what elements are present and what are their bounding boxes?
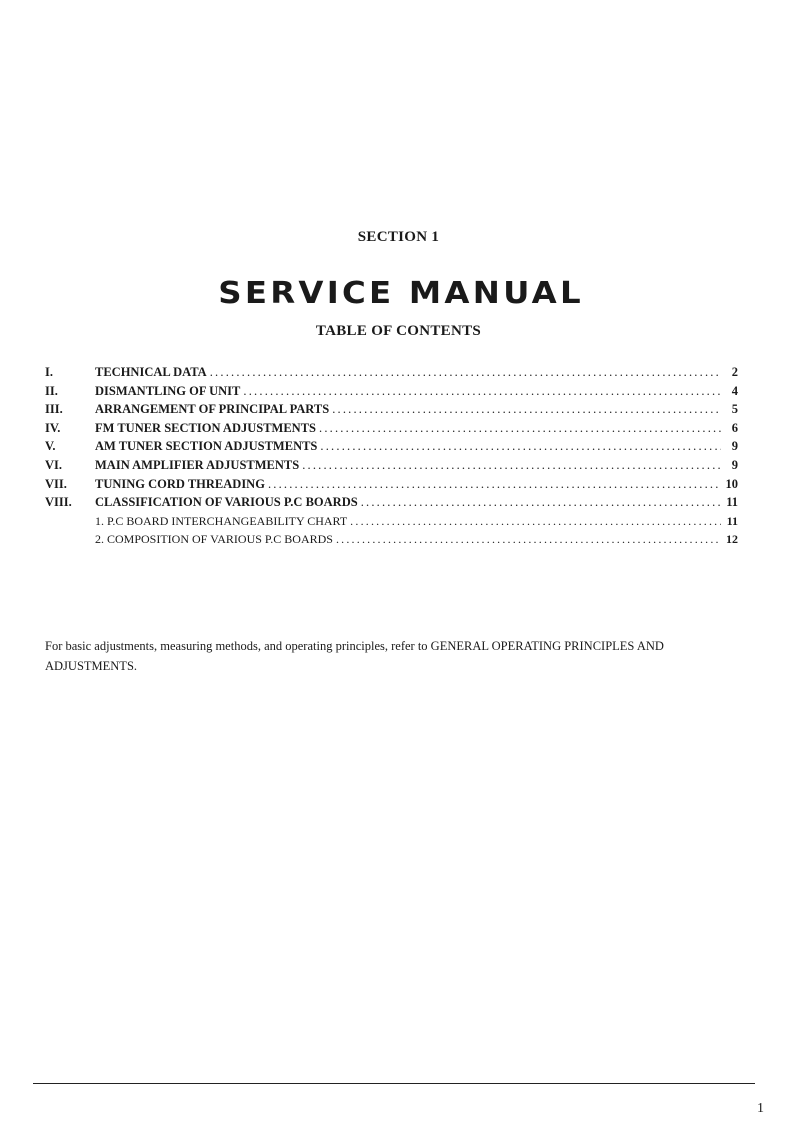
- toc-entry-number: VIII.: [45, 495, 72, 510]
- toc-entry-number: I.: [45, 365, 53, 379]
- dot-leader: [361, 495, 721, 510]
- section-label: SECTION 1: [357, 229, 440, 245]
- toc-entry-number: II.: [45, 383, 58, 398]
- dot-leader: [210, 365, 721, 380]
- page-number: 1: [757, 1101, 764, 1116]
- toc-entry-page: 5: [731, 402, 738, 417]
- toc-entry-title: AM TUNER SECTION ADJUSTMENTS: [95, 439, 318, 454]
- toc-entry[interactable]: [45, 458, 738, 477]
- toc-entry[interactable]: [45, 402, 738, 421]
- toc-entry-page: 6: [731, 420, 738, 435]
- toc-entry-title: MAIN AMPLIFIER ADJUSTMENTS: [95, 457, 300, 472]
- toc-entry-number: VI.: [45, 457, 63, 472]
- dot-leader: [350, 514, 721, 529]
- toc-entry-number: III.: [45, 402, 63, 417]
- table-of-contents: [45, 365, 738, 551]
- toc-entry-page: 2: [731, 365, 738, 379]
- toc-entry-page: 9: [731, 457, 738, 472]
- toc-entry[interactable]: [45, 477, 738, 496]
- toc-heading: TABLE OF CONTENTS: [315, 323, 482, 339]
- toc-entry-title: TECHNICAL DATA: [95, 365, 207, 379]
- toc-entry[interactable]: [45, 495, 738, 514]
- toc-sub-entry[interactable]: [45, 514, 738, 533]
- toc-sub-entry-page: 11: [726, 513, 738, 528]
- footer-divider: [33, 1083, 755, 1084]
- toc-entry[interactable]: [45, 421, 738, 440]
- toc-entry-title: ARRANGEMENT OF PRINCIPAL PARTS: [95, 402, 330, 417]
- toc-entry-title: FM TUNER SECTION ADJUSTMENTS: [95, 420, 316, 435]
- toc-sub-entry-title: 1. P.C BOARD INTERCHANGEABILITY CHART: [95, 513, 348, 528]
- toc-entry[interactable]: [45, 365, 738, 384]
- dot-leader: [319, 421, 721, 436]
- toc-entry[interactable]: [45, 384, 738, 403]
- toc-entry-title: CLASSIFICATION OF VARIOUS P.C BOARDS: [95, 495, 358, 510]
- dot-leader: [268, 477, 721, 492]
- dot-leader: [243, 384, 721, 399]
- toc-entry-title: DISMANTLING OF UNIT: [95, 383, 241, 398]
- toc-entry-page: 11: [726, 495, 738, 510]
- page-title: SERVICE MANUAL: [218, 276, 584, 311]
- dot-leader: [336, 532, 721, 547]
- reference-note: For basic adjustments, measuring methods, and operating principles, refer to GENERAL OPERATING PRINCIPLES AND ADJUSTMENTS.: [45, 639, 664, 673]
- toc-sub-entry[interactable]: [45, 532, 738, 551]
- dot-leader: [332, 402, 721, 417]
- toc-entry-title: TUNING CORD THREADING: [95, 476, 265, 491]
- toc-entry[interactable]: [45, 439, 738, 458]
- dot-leader: [320, 439, 721, 454]
- dot-leader: [302, 458, 721, 473]
- toc-entry-page: 9: [731, 439, 738, 454]
- toc-entry-number: V.: [45, 439, 56, 454]
- toc-sub-entry-page: 12: [726, 532, 738, 547]
- toc-entry-number: IV.: [45, 420, 61, 435]
- toc-entry-number: VII.: [45, 476, 67, 491]
- toc-entry-page: 10: [725, 476, 738, 491]
- toc-entry-page: 4: [731, 383, 738, 398]
- toc-sub-entry-title: 2. COMPOSITION OF VARIOUS P.C BOARDS: [95, 532, 333, 547]
